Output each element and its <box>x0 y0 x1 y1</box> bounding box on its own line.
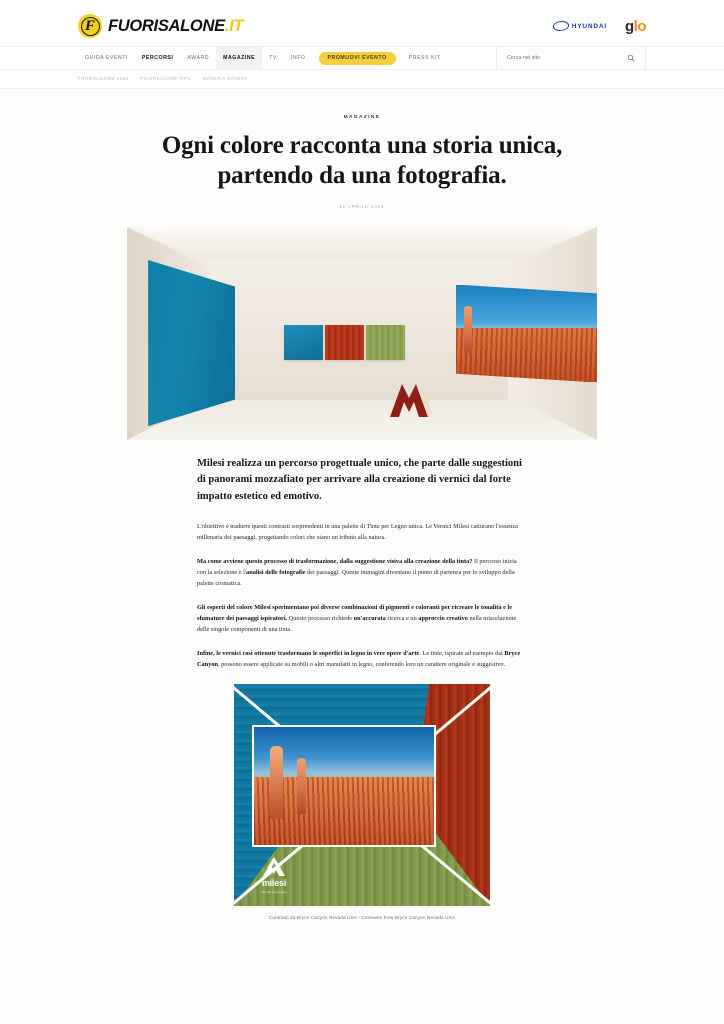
nav-item-info[interactable]: INFO <box>290 55 306 61</box>
nav-item-magazine[interactable]: MAGAZINE <box>216 47 262 69</box>
hero-image <box>127 227 597 440</box>
milesi-wordmark: milesi <box>261 878 287 889</box>
nav-item-percorsi[interactable]: PERCORSI <box>141 55 174 61</box>
bryce-canyon-panorama <box>456 285 597 383</box>
image-caption: Contrasti da Bryce Canyon Nevada USA - Contrasts from Bryce Canyon Nevada USA <box>268 914 456 920</box>
search-input[interactable] <box>507 55 599 61</box>
nav-items <box>78 47 448 69</box>
blue-wood-panel <box>148 260 235 426</box>
swatch-green <box>366 325 405 360</box>
article-body <box>197 456 527 670</box>
inset-bryce-photo <box>252 725 436 847</box>
article-paragraph-1: Ma come avviene questo processo di trasformazione, dalla suggestione visiva alla creazione della tinta? Il percorso inizia con la selezione e l'analisi delle fotografie dei paesaggi. Queste immagini diventano il punto di partenza per lo sviluppo della palette cromatica. <box>197 557 517 587</box>
page-title: Ogni colore racconta una storia unica, partendo da una fotografia. <box>161 132 563 189</box>
glo-logo-icon[interactable]: glo <box>624 17 646 35</box>
inline-link[interactable]: Bryce Canyon <box>197 649 521 668</box>
room-render <box>127 227 597 440</box>
milesi-tagline: vernici per legno <box>261 889 287 894</box>
swatch-teal <box>284 325 323 360</box>
search-icon[interactable] <box>627 54 635 62</box>
panorama-rocks <box>456 328 597 383</box>
hyundai-label: HYUNDAI <box>571 22 607 30</box>
partner-logos <box>553 19 646 34</box>
article-kicker[interactable]: MAGAZINE <box>343 115 381 120</box>
fuorisalone-mark-icon <box>78 14 102 38</box>
mountain-m-icon <box>261 856 287 878</box>
brand-suffix: .IT <box>224 16 244 35</box>
site-header <box>0 0 724 89</box>
wood-swatch-group <box>284 325 405 360</box>
brand-wordmark <box>108 17 243 36</box>
hyundai-logo-icon[interactable] <box>553 21 607 31</box>
nav-item-guida-eventi[interactable]: GUIDA EVENTI <box>85 55 128 61</box>
brand-name: FUORISALONE <box>108 16 225 35</box>
article-date: 11 APRILE 2024 <box>339 204 385 209</box>
nav-item-promuovi-evento[interactable]: PROMUOVI EVENTO <box>319 52 396 65</box>
breadcrumb-item-0[interactable]: FUORISALONE 2024 <box>78 76 129 81</box>
site-logo[interactable] <box>78 14 243 38</box>
room-ceiling <box>127 227 597 261</box>
site-search[interactable] <box>496 47 646 69</box>
hyundai-oval-icon <box>552 21 570 31</box>
article-paragraph-2: Gli esperti del colore Milesi sperimentano poi diverse combinazioni di pigmenti e coloranti per ricreare le tonalità e le sfumature dei paesaggi ispiratori. Questo processo richiede un'accurata ricerca e un approccio creativo nella miscelazione delle singole componenti di una tinta. <box>197 603 517 633</box>
breadcrumb-item-2[interactable]: MATERIA NATURA <box>202 76 248 81</box>
nav-item-tv[interactable]: TV <box>269 55 277 61</box>
article-paragraph-0: L'obiettivo è tradurre questi contrasti sorprendenti in una palette di Tinte per Legno unica. Le Vernici Milesi catturano l'essenza millenaria dei paesaggi, progettando colori che siano un tributo alla natura. <box>197 522 518 541</box>
nav-item-press-kit[interactable]: PRESS KIT <box>408 55 441 61</box>
breadcrumb <box>0 70 724 89</box>
header-top-bar <box>0 0 724 46</box>
milesi-logo <box>248 856 300 894</box>
article-paragraph-3: Infine, le vernici così ottenute trasformano le superfici in legno in vere opere d'arte. Le tinte, ispirate ad esempio dal Bryce Canyon, possono essere applicate su mobili o altri manufatti in legno, conferendo loro un carattere originale e suggestivo. <box>197 649 521 668</box>
breadcrumb-item-1[interactable]: FUORISALONE TIPS <box>140 76 191 81</box>
inset-hoodoo-2 <box>297 758 306 815</box>
milesi-m-sculpture-icon <box>386 382 432 417</box>
bottom-composite-image <box>234 684 490 906</box>
main-navigation <box>0 46 724 70</box>
nav-item-award[interactable]: AWARD <box>187 55 210 61</box>
panorama-hoodoo <box>464 306 472 353</box>
article-lead: Milesi realizza un percorso progettuale unico, che parte dalle suggestioni di panorami mozzafiato per arrivare alla creazione di vernici dal forte impatto estetico ed emotivo. <box>197 458 522 502</box>
logo-letter: F <box>84 17 95 34</box>
inset-hoodoo-1 <box>270 746 283 819</box>
swatch-red <box>325 325 364 360</box>
